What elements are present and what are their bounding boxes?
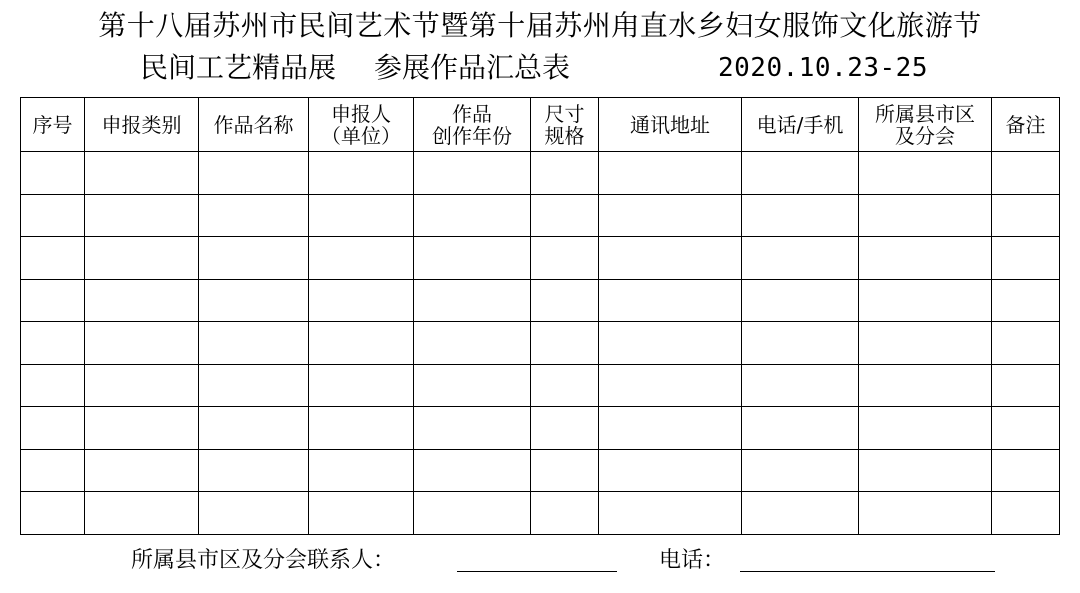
- column-header-line: 尺寸: [544, 101, 585, 126]
- table-cell[interactable]: [742, 364, 859, 407]
- table-cell[interactable]: [599, 492, 742, 535]
- table-cell[interactable]: [199, 279, 309, 322]
- column-header-line: 及分会: [895, 123, 955, 148]
- table-cell[interactable]: [414, 364, 531, 407]
- column-header: [21, 98, 85, 152]
- table-cell[interactable]: [531, 279, 599, 322]
- table-row: [21, 407, 1060, 450]
- column-header-line: 电话/手机: [756, 112, 844, 137]
- column-header: [992, 98, 1060, 152]
- table-cell[interactable]: [21, 194, 85, 237]
- table-header-row: [21, 98, 1060, 152]
- table-cell[interactable]: [742, 322, 859, 365]
- contact-blank-line[interactable]: [457, 571, 617, 572]
- table-cell[interactable]: [85, 194, 199, 237]
- column-header-line: 规格: [544, 123, 585, 148]
- footer: [0, 545, 1080, 577]
- column-header: [531, 98, 599, 152]
- table-cell[interactable]: [531, 322, 599, 365]
- table-cell[interactable]: [414, 279, 531, 322]
- table-cell[interactable]: [992, 449, 1060, 492]
- phone-label: 电话：: [659, 548, 726, 573]
- table-cell[interactable]: [531, 152, 599, 195]
- table-cell[interactable]: [21, 364, 85, 407]
- table-cell[interactable]: [859, 492, 992, 535]
- table-cell[interactable]: [414, 152, 531, 195]
- table-cell[interactable]: [599, 152, 742, 195]
- table-cell[interactable]: [414, 492, 531, 535]
- table-cell[interactable]: [414, 449, 531, 492]
- subtitle-summary: 参展作品汇总表: [374, 51, 571, 84]
- table-cell[interactable]: [992, 194, 1060, 237]
- table-cell[interactable]: [531, 194, 599, 237]
- table-cell[interactable]: [21, 449, 85, 492]
- table-cell[interactable]: [859, 194, 992, 237]
- table-row: [21, 194, 1060, 237]
- table-cell[interactable]: [742, 407, 859, 450]
- table-cell[interactable]: [309, 407, 414, 450]
- table-cell[interactable]: [599, 194, 742, 237]
- table-cell[interactable]: [21, 492, 85, 535]
- table-row: [21, 279, 1060, 322]
- table-cell[interactable]: [531, 237, 599, 280]
- table-cell[interactable]: [309, 449, 414, 492]
- column-header: [599, 98, 742, 152]
- table-cell[interactable]: [309, 152, 414, 195]
- column-header-line: 序号: [32, 112, 73, 137]
- phone-blank-line[interactable]: [740, 571, 995, 572]
- table-cell[interactable]: [414, 237, 531, 280]
- table-cell[interactable]: [85, 364, 199, 407]
- table-cell[interactable]: [992, 492, 1060, 535]
- table-cell[interactable]: [85, 152, 199, 195]
- column-header: [85, 98, 199, 152]
- column-header-line: 通讯地址: [630, 112, 710, 137]
- column-header: [742, 98, 859, 152]
- table-cell[interactable]: [599, 279, 742, 322]
- table-cell[interactable]: [199, 364, 309, 407]
- table-cell[interactable]: [992, 279, 1060, 322]
- column-header-line: 备注: [1005, 112, 1046, 137]
- table-cell[interactable]: [309, 237, 414, 280]
- table-cell[interactable]: [21, 152, 85, 195]
- table-row: [21, 237, 1060, 280]
- document-subtitle: [140, 50, 1040, 86]
- column-header: [414, 98, 531, 152]
- table-row: [21, 449, 1060, 492]
- table-row: [21, 152, 1060, 195]
- table-cell[interactable]: [21, 322, 85, 365]
- table-cell[interactable]: [742, 492, 859, 535]
- summary-table: [20, 97, 1060, 535]
- subtitle-exhibition: 民间工艺精品展: [140, 51, 337, 84]
- table-cell[interactable]: [599, 322, 742, 365]
- event-date: 2020.10.23-25: [718, 53, 928, 83]
- table-cell[interactable]: [531, 492, 599, 535]
- table-cell[interactable]: [85, 492, 199, 535]
- table-cell[interactable]: [859, 152, 992, 195]
- table-cell[interactable]: [992, 237, 1060, 280]
- column-header-line: 所属县市区: [875, 101, 975, 126]
- table-cell[interactable]: [309, 194, 414, 237]
- table-row: [21, 322, 1060, 365]
- column-header: [309, 98, 414, 152]
- table-cell[interactable]: [992, 407, 1060, 450]
- table-cell[interactable]: [414, 194, 531, 237]
- table-cell[interactable]: [742, 152, 859, 195]
- column-header-line: 创作年份: [432, 123, 512, 148]
- document-title: 第十八届苏州市民间艺术节暨第十届苏州甪直水乡妇女服饰文化旅游节: [98, 9, 982, 42]
- table-cell[interactable]: [85, 237, 199, 280]
- column-header: [199, 98, 309, 152]
- table-cell[interactable]: [599, 407, 742, 450]
- table-cell[interactable]: [21, 279, 85, 322]
- table-cell[interactable]: [859, 237, 992, 280]
- table-cell[interactable]: [199, 152, 309, 195]
- table-cell[interactable]: [992, 364, 1060, 407]
- column-header-line: 申报人: [331, 101, 391, 126]
- table-cell[interactable]: [742, 194, 859, 237]
- table-row: [21, 364, 1060, 407]
- table-cell[interactable]: [21, 407, 85, 450]
- table-cell[interactable]: [859, 449, 992, 492]
- table-cell[interactable]: [859, 322, 992, 365]
- table-cell[interactable]: [992, 322, 1060, 365]
- table-cell[interactable]: [742, 449, 859, 492]
- table-cell[interactable]: [531, 449, 599, 492]
- table-cell[interactable]: [199, 449, 309, 492]
- table-cell[interactable]: [199, 492, 309, 535]
- table-cell[interactable]: [531, 407, 599, 450]
- column-header-line: （单位）: [321, 123, 401, 148]
- table-cell[interactable]: [742, 279, 859, 322]
- table-cell[interactable]: [599, 237, 742, 280]
- table-cell[interactable]: [859, 279, 992, 322]
- table-cell[interactable]: [85, 322, 199, 365]
- column-header: [859, 98, 992, 152]
- table-cell[interactable]: [199, 322, 309, 365]
- contact-label: 所属县市区及分会联系人：: [131, 548, 396, 573]
- table-cell[interactable]: [859, 407, 992, 450]
- table-cell[interactable]: [599, 364, 742, 407]
- table-row: [21, 492, 1060, 535]
- table-cell[interactable]: [531, 364, 599, 407]
- table-cell[interactable]: [742, 237, 859, 280]
- table-cell[interactable]: [309, 364, 414, 407]
- column-header-line: 作品名称: [213, 112, 294, 137]
- table-cell[interactable]: [309, 279, 414, 322]
- table-cell[interactable]: [199, 194, 309, 237]
- table-cell[interactable]: [992, 152, 1060, 195]
- table-cell[interactable]: [199, 237, 309, 280]
- table-body: [21, 152, 1060, 535]
- table-cell[interactable]: [859, 364, 992, 407]
- table-cell[interactable]: [599, 449, 742, 492]
- table-cell[interactable]: [85, 279, 199, 322]
- table-cell[interactable]: [85, 449, 199, 492]
- table-cell[interactable]: [199, 407, 309, 450]
- column-header-line: 申报类别: [101, 112, 182, 137]
- table-cell[interactable]: [85, 407, 199, 450]
- table-cell[interactable]: [414, 322, 531, 365]
- table-cell[interactable]: [21, 237, 85, 280]
- table-cell[interactable]: [309, 322, 414, 365]
- column-header-line: 作品: [452, 101, 492, 126]
- table-cell[interactable]: [309, 492, 414, 535]
- table-cell[interactable]: [414, 407, 531, 450]
